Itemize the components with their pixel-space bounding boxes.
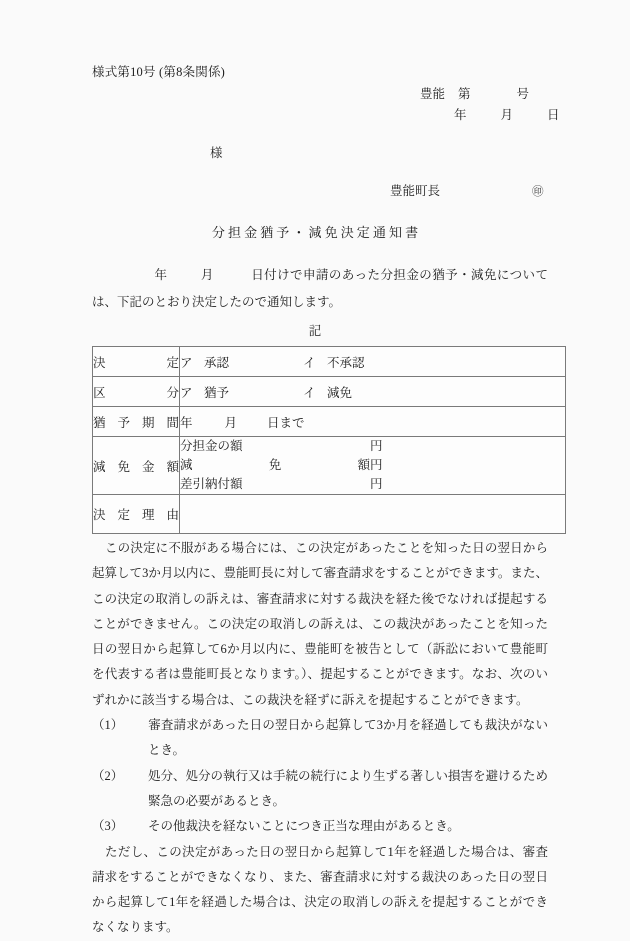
row-label-amounts: 減免金額 [93,437,180,495]
row-value-decision [180,347,566,377]
amount-line-contribution [180,437,565,456]
list-item-number: （3） [92,819,124,834]
table-row-period [93,407,566,437]
period-month-label: 月 [224,415,238,430]
document-date-month: 月 [500,108,514,122]
list-item-number: （1） [92,718,124,733]
row-label-reason: 決定理由 [93,495,180,534]
decision-table [92,346,566,534]
list-item-text: 審査請求があった日の翌日から起算して3か月を経過しても裁決がないとき。 [148,718,548,758]
row-value-period[interactable] [180,407,566,437]
amount-unit: 円 [370,439,383,453]
document-number-block [420,84,560,126]
intro-month-label: 月 [200,268,214,282]
table-row-reason [93,495,566,534]
issuer-name: 豊能町長 [390,184,441,198]
option-mark-a: ア [180,355,193,370]
appeal-notice-section [92,536,548,941]
list-item [92,713,548,764]
addressee-honorific: 様 [210,146,223,160]
document-date-row [420,105,560,126]
seal-icon: ㊞ [532,186,544,198]
amount-unit: 円 [370,477,383,491]
intro-text: 日付けで申請のあった分担金の猶予・減免については、下記のとおり決定したので通知します。 [92,268,548,309]
list-item-text: その他裁決を経ないことにつき正当な理由があるとき。 [148,819,460,834]
appeal-paragraph-2: ただし、この決定があった日の翌日から起算して1年を経過した場合は、審査請求をすることができなくなり、また、審査請求に対する裁決のあった日の翌日から起算して1年を経過した場合は、決定の取消しの訴えを提起することができなくなります。 [92,844,548,935]
ki-marker: 記 [308,324,322,338]
period-year-label: 年 [180,415,193,430]
row-label-category: 区 分 [93,377,180,407]
list-item-number: （2） [92,768,124,783]
option-approve[interactable] [180,353,303,371]
document-number-suffix: 号 [516,87,530,101]
option-reduction[interactable] [303,386,352,400]
list-item [92,764,548,815]
option-mark-b: イ [303,385,316,400]
document-date-day: 日 [547,108,560,122]
table-row-decision [93,347,566,377]
row-value-amounts[interactable] [180,437,566,495]
amount-name: 差引納付額 [180,477,243,491]
row-value-reason[interactable] [180,495,566,534]
table-row-category [93,377,566,407]
table-row-amounts [93,437,566,495]
list-item-text: 処分、処分の執行又は手続の続行により生ずる著しい損害を避けるため緊急の必要があるとき。 [148,768,549,808]
amount-line-reduction [180,456,565,475]
option-deferral[interactable] [180,383,303,401]
option-text-a: 猶予 [204,385,230,400]
document-title: 分担金猶予・減免決定通知書 [211,225,422,240]
option-text-a: 承認 [204,355,230,370]
document-number-label: 第 [458,87,471,101]
row-value-category [180,377,566,407]
option-reject[interactable] [303,356,365,370]
document-number-row [420,84,560,105]
list-item [92,814,548,839]
exception-list [92,713,548,839]
row-label-period: 猶予期間 [93,407,180,437]
form-number: 様式第10号 (第8条関係) [92,65,226,79]
amount-line-payable [180,475,565,494]
option-mark-a: ア [180,385,193,400]
issuer-block [390,181,544,199]
option-mark-b: イ [303,355,316,370]
period-day-label: 日まで [267,415,305,430]
amount-name: 分担金の額 [180,439,243,453]
row-label-decision: 決 定 [93,347,180,377]
option-text-b: 不承認 [327,355,365,370]
option-text-b: 減免 [327,385,353,400]
amount-name: 減免額 [180,458,370,472]
amount-unit: 円 [370,458,383,472]
intro-year-label: 年 [154,268,168,282]
intro-paragraph [92,262,548,316]
appeal-paragraph-1: この決定に不服がある場合には、この決定があったことを知った日の翌日から起算して3か月以内に、豊能町長に対して審査請求をすることができます。また、この決定の取消しの訴えは、審査請求に対する裁決を経た後でなければ提起することができません。この決定の取消しの訴えは、この裁決があったことを知った日の翌日から起算して6か月以内に、豊能町を被告として（訴訟において豊能町を代表する者は豊能町長となります。）、提起することができます。なお、次のいずれかに該当する場合は、この裁決を経ずに訴えを提起することができます。 [92,541,548,707]
document-number-prefix: 豊能 [420,87,446,101]
document-date-year: 年 [454,108,467,122]
